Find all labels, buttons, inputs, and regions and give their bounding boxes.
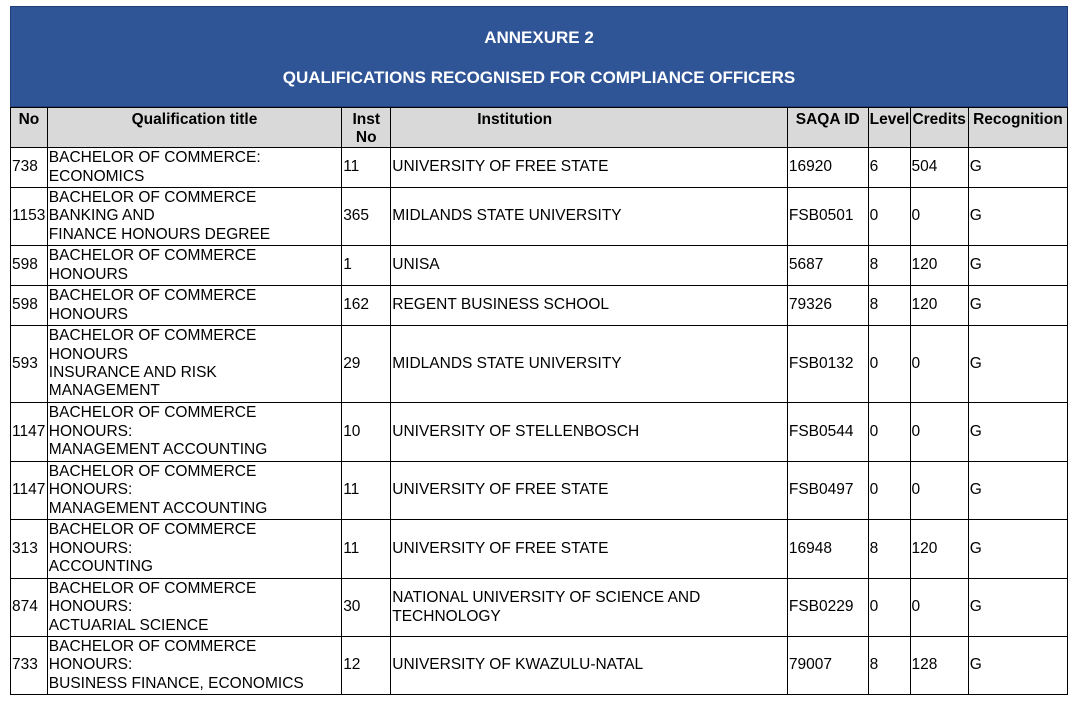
institution-name: UNIVERSITY OF FREE STATE: [392, 158, 609, 176]
cell-institution: [391, 246, 788, 286]
qualification-title-line: ACTUARIAL SCIENCE: [48, 616, 209, 634]
cell-no: 313: [11, 520, 48, 579]
cell-institution: [391, 188, 788, 246]
cell-saqa-id: FSB0229: [787, 579, 868, 637]
cell-level: 0: [868, 188, 910, 246]
qualification-title-line: BACHELOR OF COMMERCE: [48, 287, 257, 305]
cell-credits: 128: [910, 637, 968, 695]
cell-saqa-id: 5687: [787, 246, 868, 286]
cell-no: 1153: [11, 188, 48, 246]
cell-qualification-title: [47, 637, 341, 695]
cell-institution: [391, 637, 788, 695]
cell-level: 8: [868, 637, 910, 695]
cell-level: 0: [868, 462, 910, 520]
annexure-title: ANNEXURE 2: [484, 28, 594, 47]
cell-institution: [391, 579, 788, 637]
cell-credits: 0: [910, 579, 968, 637]
cell-no: 598: [11, 246, 48, 286]
cell-credits: 504: [910, 148, 968, 188]
institution-name: UNIVERSITY OF FREE STATE: [392, 481, 609, 499]
table-row: [11, 286, 1068, 326]
qualification-title-line: BACHELOR OF COMMERCE: [48, 188, 257, 206]
qualification-title-line: BUSINESS FINANCE, ECONOMICS: [48, 674, 304, 692]
cell-inst-no: 1: [342, 246, 391, 286]
institution-name: REGENT BUSINESS SCHOOL: [392, 296, 610, 314]
institution-name: UNISA: [392, 256, 440, 274]
institution-name: UNIVERSITY OF KWAZULU-NATAL: [392, 656, 644, 674]
column-header-institution: Institution: [391, 108, 788, 148]
cell-saqa-id: 16920: [787, 148, 868, 188]
cell-qualification-title: [47, 188, 341, 246]
qualification-title-line: BACHELOR OF COMMERCE: [48, 637, 257, 655]
cell-credits: 120: [910, 246, 968, 286]
cell-level: 8: [868, 520, 910, 579]
cell-level: 8: [868, 246, 910, 286]
column-header-saqa-id: SAQA ID: [787, 108, 868, 148]
cell-recognition: G: [968, 637, 1067, 695]
cell-no: 874: [11, 579, 48, 637]
cell-institution: [391, 326, 788, 403]
qualification-title-line: ECONOMICS: [48, 167, 145, 185]
cell-recognition: G: [968, 462, 1067, 520]
cell-recognition: G: [968, 326, 1067, 403]
cell-inst-no: 11: [342, 520, 391, 579]
table-row: [11, 148, 1068, 188]
qualification-title-line: HONOURS:: [48, 422, 133, 440]
cell-recognition: G: [968, 520, 1067, 579]
cell-level: 0: [868, 326, 910, 403]
table-body: [11, 148, 1068, 695]
column-header-inst-no-line1: Inst: [352, 111, 380, 128]
cell-no: 1147: [11, 462, 48, 520]
qualification-title-line: BACHELOR OF COMMERCE: [48, 579, 257, 597]
qualification-title-line: BACHELOR OF COMMERCE: [48, 327, 257, 345]
cell-credits: 0: [910, 462, 968, 520]
cell-inst-no: 11: [342, 462, 391, 520]
institution-name: UNIVERSITY OF STELLENBOSCH: [392, 422, 640, 440]
cell-saqa-id: 79007: [787, 637, 868, 695]
cell-credits: 120: [910, 286, 968, 326]
cell-institution: [391, 403, 788, 462]
cell-no: 1147: [11, 403, 48, 462]
qualification-title-line: BACHELOR OF COMMERCE: [48, 462, 257, 480]
table-row: [11, 246, 1068, 286]
cell-level: 8: [868, 286, 910, 326]
cell-qualification-title: [47, 286, 341, 326]
qualification-title-line: MANAGEMENT: [48, 382, 160, 400]
cell-credits: 120: [910, 520, 968, 579]
column-header-inst-no-line2: No: [355, 129, 377, 146]
column-header-credits: Credits: [910, 108, 968, 148]
column-header-recognition: Recognition: [968, 108, 1067, 148]
cell-recognition: G: [968, 579, 1067, 637]
qualifications-table: [10, 107, 1068, 695]
cell-inst-no: 365: [342, 188, 391, 246]
qualification-title-line: HONOURS:: [48, 539, 133, 557]
cell-saqa-id: FSB0501: [787, 188, 868, 246]
cell-recognition: G: [968, 286, 1067, 326]
column-header-inst-no: [342, 108, 391, 148]
cell-qualification-title: [47, 246, 341, 286]
cell-institution: [391, 286, 788, 326]
qualification-title-line: HONOURS: [48, 265, 129, 283]
qualification-title-line: BANKING AND: [48, 207, 155, 225]
cell-inst-no: 162: [342, 286, 391, 326]
qualification-title-line: BACHELOR OF COMMERCE: [48, 247, 257, 265]
qualification-title-line: HONOURS:: [48, 481, 133, 499]
cell-no: 733: [11, 637, 48, 695]
table-row: [11, 188, 1068, 246]
cell-credits: 0: [910, 188, 968, 246]
cell-inst-no: 12: [342, 637, 391, 695]
column-header-title: Qualification title: [47, 108, 341, 148]
table-row: [11, 637, 1068, 695]
cell-inst-no: 10: [342, 403, 391, 462]
institution-name: UNIVERSITY OF FREE STATE: [392, 539, 609, 557]
column-header-no: No: [11, 108, 48, 148]
column-header-level: Level: [868, 108, 910, 148]
cell-inst-no: 29: [342, 326, 391, 403]
cell-qualification-title: [47, 462, 341, 520]
cell-qualification-title: [47, 148, 341, 188]
cell-inst-no: 11: [342, 148, 391, 188]
cell-inst-no: 30: [342, 579, 391, 637]
qualification-title-line: ACCOUNTING: [48, 558, 153, 576]
cell-level: 0: [868, 579, 910, 637]
table-row: [11, 326, 1068, 403]
qualification-title-line: MANAGEMENT ACCOUNTING: [48, 499, 268, 517]
cell-institution: [391, 148, 788, 188]
cell-saqa-id: FSB0132: [787, 326, 868, 403]
cell-saqa-id: FSB0497: [787, 462, 868, 520]
qualification-title-line: HONOURS: [48, 305, 129, 323]
cell-qualification-title: [47, 579, 341, 637]
table-row: [11, 403, 1068, 462]
qualification-title-line: FINANCE HONOURS DEGREE: [48, 225, 271, 243]
cell-recognition: G: [968, 403, 1067, 462]
institution-name: MIDLANDS STATE UNIVERSITY: [392, 207, 622, 225]
table-header-row: [11, 108, 1068, 148]
qualification-title-line: MANAGEMENT ACCOUNTING: [48, 441, 268, 459]
annexure-document: [10, 6, 1068, 695]
qualification-title-line: HONOURS: [48, 345, 129, 363]
cell-credits: 0: [910, 326, 968, 403]
cell-institution: [391, 462, 788, 520]
institution-name: MIDLANDS STATE UNIVERSITY: [392, 354, 622, 372]
annexure-subtitle: QUALIFICATIONS RECOGNISED FOR COMPLIANCE OFFICERS: [282, 68, 796, 87]
cell-recognition: G: [968, 188, 1067, 246]
table-row: [11, 579, 1068, 637]
qualification-title-line: HONOURS:: [48, 598, 133, 616]
institution-name: NATIONAL UNIVERSITY OF SCIENCE AND TECHNOLOGY: [392, 589, 701, 625]
cell-qualification-title: [47, 326, 341, 403]
qualification-title-line: BACHELOR OF COMMERCE:: [48, 149, 261, 167]
cell-credits: 0: [910, 403, 968, 462]
cell-recognition: G: [968, 246, 1067, 286]
qualification-title-line: BACHELOR OF COMMERCE: [48, 521, 257, 539]
annexure-banner: [10, 6, 1068, 107]
cell-saqa-id: 79326: [787, 286, 868, 326]
cell-institution: [391, 520, 788, 579]
cell-saqa-id: FSB0544: [787, 403, 868, 462]
cell-saqa-id: 16948: [787, 520, 868, 579]
cell-qualification-title: [47, 403, 341, 462]
cell-qualification-title: [47, 520, 341, 579]
table-row: [11, 520, 1068, 579]
table-row: [11, 462, 1068, 520]
cell-level: 0: [868, 403, 910, 462]
qualification-title-line: HONOURS:: [48, 656, 133, 674]
cell-no: 738: [11, 148, 48, 188]
cell-no: 598: [11, 286, 48, 326]
qualification-title-line: INSURANCE AND RISK: [48, 364, 217, 381]
cell-recognition: G: [968, 148, 1067, 188]
qualification-title-line: BACHELOR OF COMMERCE: [48, 404, 257, 422]
cell-level: 6: [868, 148, 910, 188]
cell-no: 593: [11, 326, 48, 403]
